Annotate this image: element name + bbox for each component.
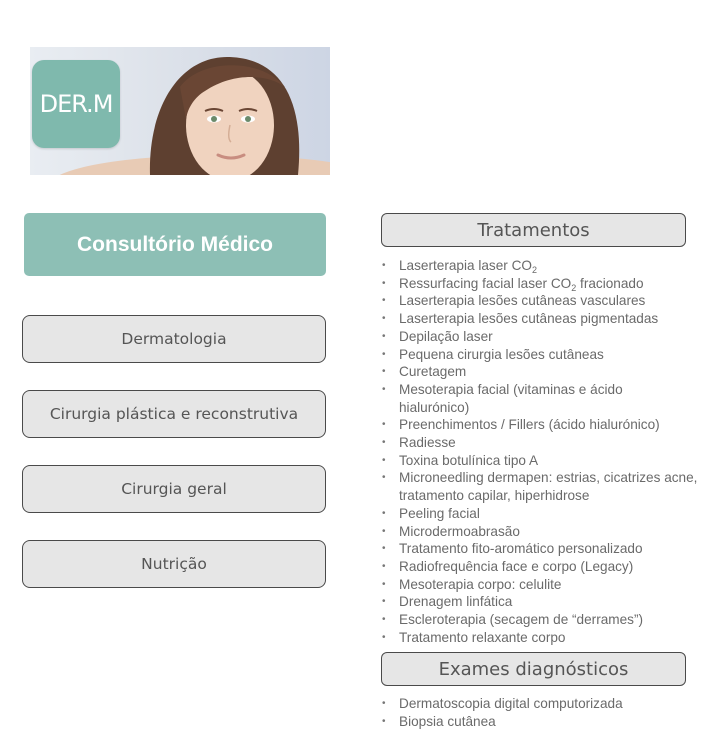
list-item: • Preenchimentos / Fillers (ácido hialurónico) [380, 416, 700, 434]
exams-header [381, 652, 686, 686]
nav-button-label: Cirurgia plástica e reconstrutiva [49, 405, 299, 423]
list-item: • Biopsia cutânea [380, 713, 700, 731]
list-item: • Depilação laser [380, 328, 700, 346]
nav-button-cirurgia-plastica[interactable] [22, 390, 326, 438]
exams-title: Exames diagnósticos [438, 658, 629, 680]
clinic-title-box [24, 213, 326, 276]
nav-button-label: Dermatologia [121, 330, 227, 348]
treatments-title: Tratamentos [477, 219, 590, 241]
nav-button-cirurgia-geral[interactable] [22, 465, 326, 513]
list-item: • Toxina botulínica tipo A [380, 452, 700, 470]
list-item: • Tratamento relaxante corpo [380, 629, 700, 647]
list-item: • Microdermoabrasão [380, 523, 700, 541]
list-item: • Drenagem linfática [380, 593, 700, 611]
nav-button-label: Cirurgia geral [121, 480, 227, 498]
list-item: • Microneedling dermapen: estrias, cicatrizes acne, tratamento capilar, hiperhidrose [380, 469, 699, 504]
list-item: • Mesoterapia corpo: celulite [380, 576, 700, 594]
list-item: • Laserterapia laser $CO_2$ [380, 257, 700, 275]
logo-text: DER.M [39, 90, 113, 118]
list-item: • Laserterapia lesões cutâneas vasculares [380, 292, 700, 310]
list-item: • Curetagem [380, 363, 700, 381]
header-banner [30, 47, 330, 175]
list-item: • Ressurfacing facial laser $CO_2$ fracionado [380, 275, 700, 293]
exams-list [380, 695, 700, 730]
derm-logo [32, 60, 120, 148]
list-item: • Radiesse [380, 434, 700, 452]
list-item: • Mesoterapia facial (vitaminas e ácido hialurónico) [380, 381, 669, 416]
nav-button-dermatologia[interactable] [22, 315, 326, 363]
list-item: • Tratamento fito-aromático personalizado [380, 540, 700, 558]
treatments-header [381, 213, 686, 247]
list-item: • Dermatoscopia digital computorizada [380, 695, 700, 713]
treatments-list [380, 257, 700, 646]
list-item: • Pequena cirurgia lesões cutâneas [380, 346, 700, 364]
list-item: • Escleroterapia (secagem de “derrames”) [380, 611, 700, 629]
list-item: • Radiofrequência face e corpo (Legacy) [380, 558, 700, 576]
clinic-title: Consultório Médico [77, 232, 273, 256]
nav-button-nutricao[interactable] [22, 540, 326, 588]
list-item: • Peeling facial [380, 505, 700, 523]
nav-button-label: Nutrição [141, 555, 207, 573]
list-item: • Laserterapia lesões cutâneas pigmentadas [380, 310, 700, 328]
